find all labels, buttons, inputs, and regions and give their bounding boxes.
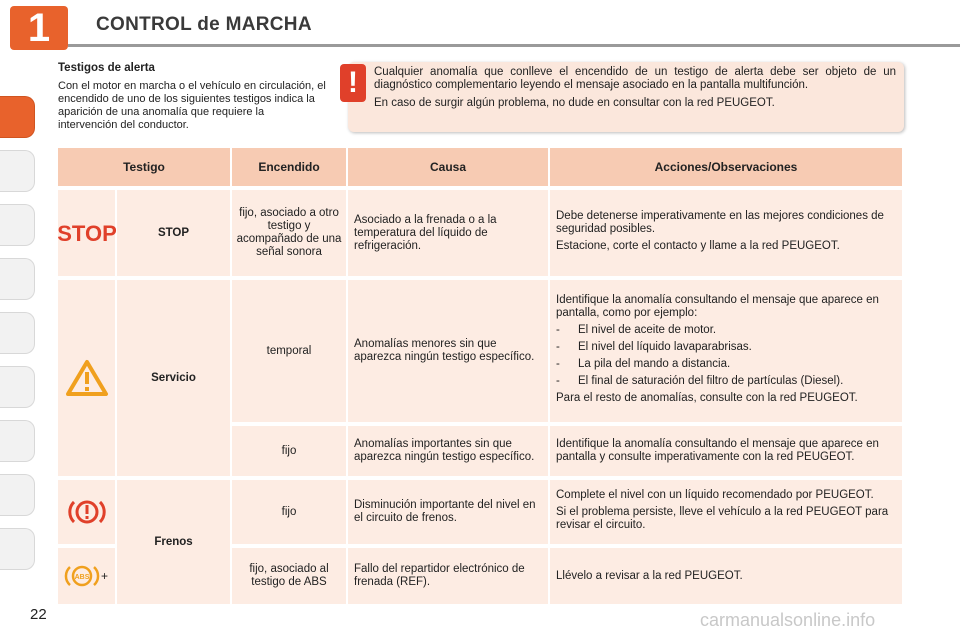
list-dash: - xyxy=(556,323,560,336)
acciones-frenos-line-2: Si el problema persiste, lleve el vehículo a la red PEUGEOT para revisar el circuito. xyxy=(556,505,889,531)
chapter-tab-4[interactable] xyxy=(0,258,35,300)
svg-text:STOP: STOP xyxy=(56,221,117,246)
warning-exclamation-icon: ! xyxy=(340,64,366,102)
list-item xyxy=(556,358,896,371)
section-heading: Testigos de alerta xyxy=(58,62,155,74)
acciones-servicio-intro: Identifique la anomalía consultando el mensaje que aparece en pantalla, como por ejemplo: xyxy=(556,293,879,319)
brake-icon-cell xyxy=(58,480,115,544)
col-header-acciones: Acciones/Observaciones xyxy=(550,148,902,186)
chapter-tab-1[interactable] xyxy=(0,96,35,138)
brake-warning-icon xyxy=(68,497,106,527)
warning-triangle-icon xyxy=(65,359,109,397)
causa-frenos-2: Fallo del repartidor electrónico de frenada (REF). xyxy=(348,548,548,604)
abs-icon xyxy=(65,563,99,589)
causa-servicio-1: Anomalías menores sin que aparezca ningún testigo específico. xyxy=(348,280,548,422)
causa-stop: Asociado a la frenada o a la temperatura del líquido de refrigeración. xyxy=(348,190,548,276)
col-header-causa: Causa xyxy=(348,148,548,186)
chapter-tab-9[interactable] xyxy=(0,528,35,570)
watermark: carmanualsonline.info xyxy=(700,610,876,630)
causa-frenos-1: Disminución importante del nivel en el circuito de frenos. xyxy=(348,480,548,544)
list-item-text: El nivel de aceite de motor. xyxy=(578,323,717,336)
acciones-frenos-line-1: Complete el nivel con un líquido recomendado por PEUGEOT. xyxy=(556,488,874,501)
testigo-name-stop: STOP xyxy=(117,190,230,276)
list-dash: - xyxy=(556,374,560,387)
list-item-text: El final de saturación del filtro de partículas (Diesel). xyxy=(578,374,844,387)
list-item xyxy=(556,341,896,354)
testigo-name-frenos: Frenos xyxy=(117,480,230,604)
encendido-servicio-1: temporal xyxy=(232,280,346,422)
alert-paragraph-1: Cualquier anomalía que conlleve el encendido de un testigo de alerta debe ser objeto de un diagnóstico complementario leyendo el mensaje asociado en la pantalla multifunción. xyxy=(374,66,896,91)
list-dash: - xyxy=(556,357,560,370)
encendido-servicio-2: fijo xyxy=(232,426,346,476)
col-header-encendido: Encendido xyxy=(232,148,346,186)
alert-paragraph-2: En caso de surgir algún problema, no dude en consultar con la red PEUGEOT. xyxy=(374,97,775,109)
service-icon-cell xyxy=(58,280,115,476)
chapter-tab-6[interactable] xyxy=(0,366,35,408)
acciones-stop xyxy=(550,190,902,276)
col-header-testigo: Testigo xyxy=(58,148,230,186)
chapter-tab-3[interactable] xyxy=(0,204,35,246)
acciones-stop-line-2: Estacione, corte el contacto y llame a la red PEUGEOT. xyxy=(556,239,840,252)
testigo-name-servicio: Servicio xyxy=(117,280,230,476)
list-item xyxy=(556,324,896,337)
stop-icon-cell xyxy=(58,190,115,276)
header-rule xyxy=(68,44,960,47)
encendido-frenos-1: fijo xyxy=(232,480,346,544)
section-intro-text: Con el motor en marcha o el vehículo en circulación, el encendido de uno de los siguientes testigos indica la aparición de una anomalía que requiere la intervención del conductor. xyxy=(58,80,326,131)
stop-icon xyxy=(56,220,117,246)
list-item xyxy=(556,375,896,388)
acciones-servicio-1 xyxy=(550,280,902,422)
encendido-stop: fijo, asociado a otro testigo y acompañado de una señal sonora xyxy=(232,190,346,276)
acciones-servicio-2: Identifique la anomalía consultando el mensaje que aparece en pantalla y consulte imperativamente con la red PEUGEOT. xyxy=(550,426,902,476)
list-item-text: El nivel del líquido lavaparabrisas. xyxy=(578,340,752,353)
page-title: CONTROL de MARCHA xyxy=(96,14,312,35)
plus-sign: + xyxy=(100,568,108,583)
causa-servicio-2: Anomalías importantes sin que aparezca ningún testigo específico. xyxy=(348,426,548,476)
chapter-tab-8[interactable] xyxy=(0,474,35,516)
chapter-tab-5[interactable] xyxy=(0,312,35,354)
list-item-text: La pila del mando a distancia. xyxy=(578,357,731,370)
page-number: 22 xyxy=(30,606,47,623)
list-dash: - xyxy=(556,340,560,353)
chapter-badge[interactable]: 1 xyxy=(10,6,68,50)
alert-text xyxy=(374,66,896,115)
acciones-servicio-outro: Para el resto de anomalías, consulte con la red PEUGEOT. xyxy=(556,391,858,404)
encendido-frenos-2: fijo, asociado al testigo de ABS xyxy=(232,548,346,604)
chapter-tabs xyxy=(0,64,34,574)
acciones-stop-line-1: Debe detenerse imperativamente en las mejores condiciones de seguridad posibles. xyxy=(556,209,884,235)
svg-text:ABS: ABS xyxy=(74,574,90,581)
acciones-frenos-2: Llévelo a revisar a la red PEUGEOT. xyxy=(550,548,902,604)
acciones-frenos-1 xyxy=(550,480,902,544)
chapter-tab-2[interactable] xyxy=(0,150,35,192)
abs-icon-cell xyxy=(58,548,115,604)
chapter-tab-7[interactable] xyxy=(0,420,35,462)
